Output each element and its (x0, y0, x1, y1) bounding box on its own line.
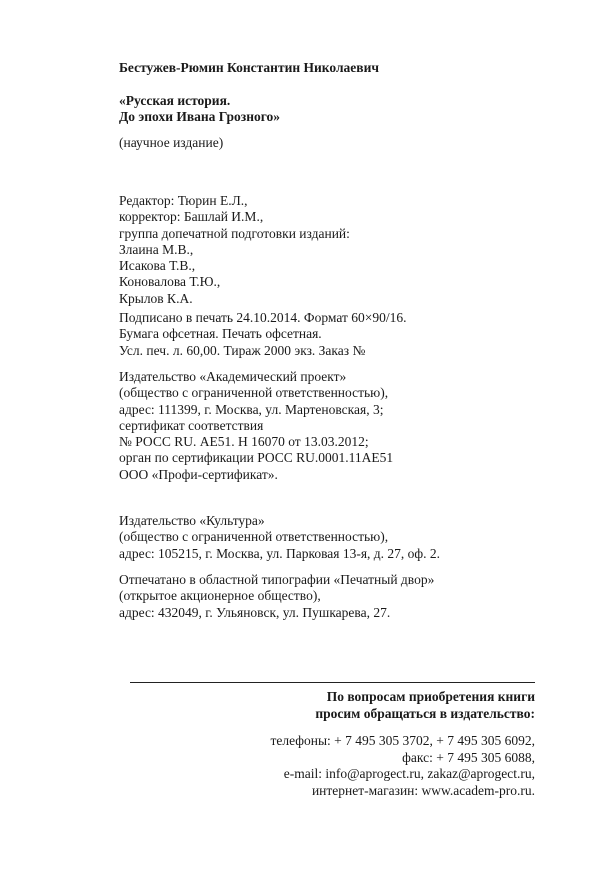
printer-line: Отпечатано в областной типографии «Печатный двор» (119, 572, 435, 587)
print-line: Подписано в печать 24.10.2014. Формат 60×90/16. (119, 310, 407, 325)
publisher-academic (119, 369, 393, 483)
contact-heading-line: По вопросам приобретения книги (326, 689, 535, 704)
divider-rule (130, 682, 535, 683)
publisher-line: № РОСС RU. АЕ51. Н 16070 от 13.03.2012; (119, 434, 369, 450)
contact-heading-line: просим обращаться в издательство: (315, 705, 535, 721)
publisher-line: адрес: 105215, г. Москва, ул. Парковая 13-я, д. 27, оф. 2. (119, 545, 441, 561)
title-line: «Русская история. (119, 93, 231, 108)
publisher-line: адрес: 111399, г. Москва, ул. Мартеновская, 3; (119, 401, 384, 417)
staff-line: Исакова Т.В., (119, 258, 196, 274)
contacts (270, 733, 535, 799)
contact-phones: телефоны: + 7 495 305 3702, + 7 495 305 6092, (270, 733, 535, 748)
publisher-line: сертификат соответствия (119, 417, 264, 433)
author-name: Бестужев-Рюмин Константин Николаевич (119, 60, 379, 75)
staff-block (119, 193, 350, 307)
edition-type-text: (научное издание) (119, 135, 224, 150)
author (119, 60, 379, 76)
staff-line: Злаина М.В., (119, 241, 194, 257)
printer-info (119, 572, 434, 621)
contact-webshop: интернет-магазин: www.academ-pro.ru. (311, 782, 535, 798)
staff-line: корректор: Башлай И.М., (119, 209, 264, 225)
publisher-kultura (119, 513, 440, 562)
staff-line: Коновалова Т.Ю., (119, 274, 221, 290)
print-info (119, 310, 407, 359)
publisher-line: (общество с ограниченной ответственностью), (119, 529, 389, 545)
staff-line: Крылов К.А. (119, 290, 193, 306)
printer-line: (открытое акционерное общество), (119, 588, 321, 604)
staff-line: Редактор: Тюрин Е.Л., (119, 193, 248, 208)
book-title (119, 93, 280, 126)
contact-email: e-mail: info@aprogect.ru, zakaz@aprogect.ru, (283, 766, 535, 781)
staff-line: группа допечатной подготовки изданий: (119, 225, 350, 241)
publisher-line: (общество с ограниченной ответственностью), (119, 385, 389, 401)
printer-line: адрес: 432049, г. Ульяновск, ул. Пушкарева, 27. (119, 604, 391, 620)
contact-heading (315, 689, 535, 722)
contact-fax: факс: + 7 495 305 6088, (402, 749, 535, 765)
title-line: До эпохи Ивана Грозного» (119, 109, 281, 125)
print-line: Бумага офсетная. Печать офсетная. (119, 326, 322, 342)
publisher-line: Издательство «Академический проект» (119, 369, 347, 384)
publisher-line: ООО «Профи-сертификат». (119, 466, 278, 482)
edition-type (119, 135, 223, 151)
print-line: Усл. печ. л. 60,00. Тираж 2000 экз. Заказ № (119, 342, 366, 358)
publisher-line: орган по сертификации РОСС RU.0001.11АЕ51 (119, 450, 394, 466)
publisher-line: Издательство «Культура» (119, 513, 265, 528)
